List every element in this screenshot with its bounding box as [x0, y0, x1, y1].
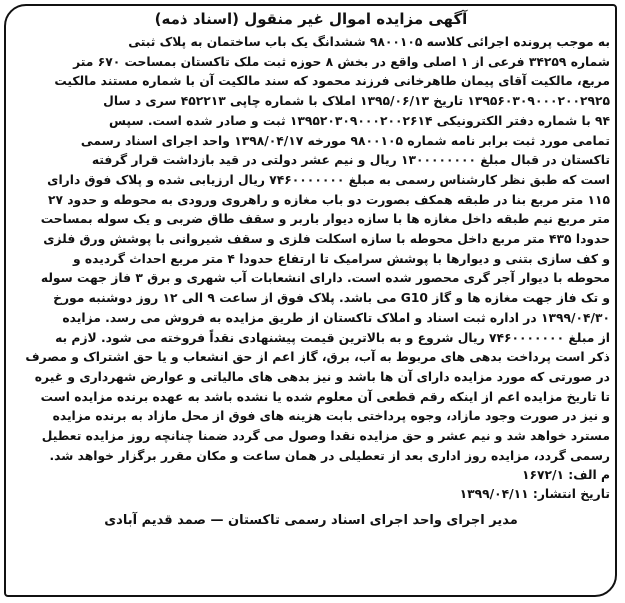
notice-line: ۹۴ با شماره دفتر الکترونیکی ۱۳۹۵۲۰۳۰۹۰۰۰۲۰۰۲۶۱۴ ثبت و صادر شده است. سپس — [109, 113, 610, 128]
notice-line: ۱۳۹۹/۰۴/۳۰ در اداره ثبت اسناد و املاک تاکستان از طریق مزایده به فروش می رسد. مزایده — [62, 310, 610, 325]
reference-number: م الف: ۱۶۷۲/۱ — [521, 468, 610, 483]
notice-line: و نیز در صورت وجود مازاد، وجوه پرداختی بابت هزینه های فوق از محل مازاد به برنده مزایده — [52, 409, 610, 424]
notice-line: ۱۳۹۵۶۰۳۰۹۰۰۰۲۰۰۲۹۲۵ تاریخ ۱۳۹۵/۰۶/۱۳ املاک با شماره چاپی ۴۵۲۲۱۳ سری د سال — [103, 94, 610, 109]
notice-line: شماره ۳۴۲۵۹ فرعی از ۱ اصلی واقع در بخش ۸ حوزه ثبت ملک تاکستان بمساحت ۶۷۰ متر — [73, 54, 610, 69]
notice-line: ۱۱۵ متر مربع بنا در طبقه همکف بصورت دو باب مغازه و راهروی ورودی به محوطه و حدود ۲۷ — [47, 192, 610, 207]
notice-body — [12, 33, 610, 466]
notice-line: تا تاریخ مزایده اعم از اینکه رقم قطعی آن معلوم شده یا نشده باشد به عهده برنده مزایده است — [40, 389, 610, 404]
notice-line: رسمی گردد، مزایده روز اداری بعد از تعطیلی در همان ساعت و مکان مقرر برگزار خواهد شد. — [49, 448, 610, 463]
notice-line: به موجب پرونده اجرائی کلاسه ۹۸۰۰۱۰۵ ششدانگ یک باب ساختمان به پلاک ثبتی — [128, 35, 610, 49]
notice-line: متر مربع نیم طبقه داخل مغازه ها با سازه دیوار باربر و سقف طاق ضربی و یک سوله بمساحت — [40, 212, 610, 227]
notice-line: ذکر است پرداخت بدهی های مربوط به آب، برق، گاز اعم از حق انشعاب و یا حق اشتراک و مصرف — [25, 350, 610, 365]
notice-line: است که طبق نظر کارشناس رسمی به مبلغ ۷۴۶۰۰۰۰۰۰۰ ریال ارزیابی شده و پلاک فوق دارای — [47, 172, 610, 187]
signature-line: مدیر اجرای واحد اجرای اسناد رسمی تاکستان — صمد قدیم آبادی — [104, 513, 518, 529]
notice-line: در صورتی که مورد مزایده دارای آن ها باشد و نیز بدهی های مالیاتی و عوارض شهرداری و غیره — [34, 369, 610, 384]
notice-line: و کف سازی بتنی و دیوارها با پوشش سرامیک تا ارتفاع حدودا ۴ متر مربع احداث گردیده و — [72, 251, 610, 266]
notice-line: حدودا ۴۳۵ متر مربع داخل محوطه با سازه اسکلت فلزی و سقف شیروانی با پوشش ورق فلزی — [43, 232, 610, 247]
notice-title: آگهی مزایده اموال غیر منقول (اسناد ذمه) — [154, 10, 468, 28]
notice-line: از مبلغ ۷۴۶۰۰۰۰۰۰۰ ریال شروع و به بالاترین قیمت پیشنهادی نقداً فروخته می شود. لازم به — [55, 330, 610, 345]
notice-line: تاکستان در قبال مبلغ ۱۳۰۰۰۰۰۰۰۰ ریال و نیم عشر دولتی در قید بازداشت قرار گرفته — [91, 153, 610, 168]
notice-content — [12, 8, 610, 532]
notice-line: و تک فاز جهت مغازه ها و گاز G10 می باشد. پلاک فوق از ساعت ۹ الی ۱۲ روز دوشنبه مورخ — [53, 291, 610, 306]
notice-line: مربع، مالکیت آقای پیمان طاهرخانی فرزند محمود که سند مالکیت آن با شماره مستند مالکیت — [54, 74, 610, 89]
notice-line: محوطه با دیوار آجر گری محصور شده است. دارای انشعابات آب شهری و برق ۳ فاز جهت سوله — [40, 271, 610, 286]
publish-date: تاریخ انتشار: ۱۳۹۹/۰۴/۱۱ — [459, 487, 610, 502]
notice-line: مسترد خواهد شد و نیم عشر و حق مزایده نقدا وصول می گردد ضمنا چنانچه روز مزایده تعطیل — [41, 429, 610, 444]
notice-line: تمامی مورد ثبت برابر نامه شماره ۹۸۰۰۱۰۵ مورخه ۱۳۹۸/۰۴/۱۷ واحد اجرای اسناد رسمی — [80, 133, 610, 148]
